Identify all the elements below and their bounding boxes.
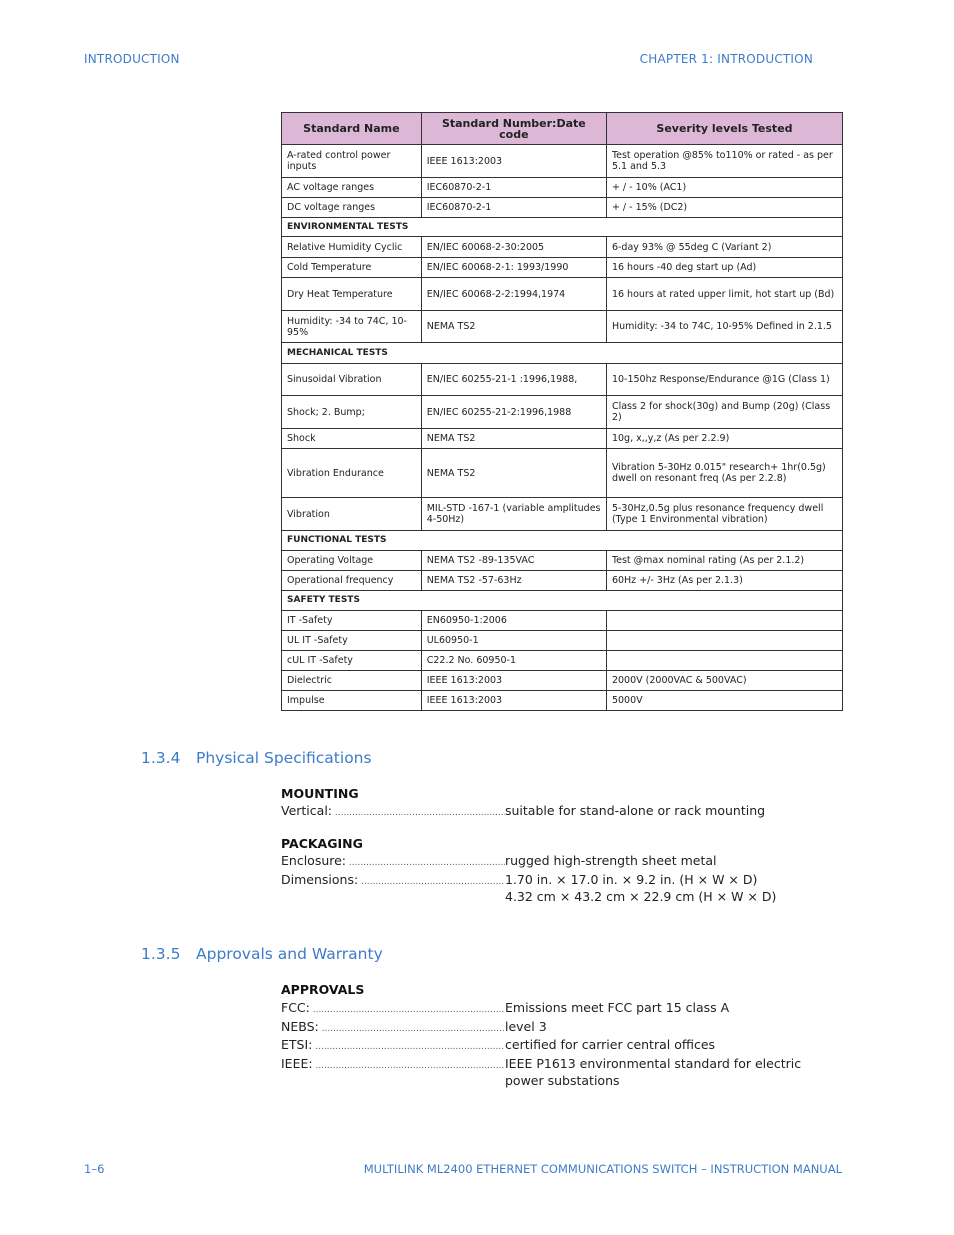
table-row (282, 611, 843, 631)
severity-cell (606, 631, 842, 651)
severity-cell: 5000V (606, 691, 842, 711)
table-row (282, 278, 843, 311)
severity-cell: Test operation @85% to110% or rated - as per 5.1 and 5.3 (606, 145, 842, 178)
standard-name-cell: DC voltage ranges (282, 198, 422, 218)
standard-name-cell: Dielectric (282, 671, 422, 691)
spec-row-ieee (281, 1055, 841, 1089)
running-header-left: INTRODUCTION (84, 52, 180, 66)
standard-name-cell: IT -Safety (282, 611, 422, 631)
severity-cell (606, 651, 842, 671)
severity-cell: Test @max nominal rating (As per 2.1.2) (606, 551, 842, 571)
severity-cell: Humidity: -34 to 74C, 10-95% Defined in 2.1.5 (606, 311, 842, 343)
spec-row-nebs (281, 1018, 841, 1038)
standard-number-cell: NEMA TS2 (421, 311, 606, 343)
table-row (282, 311, 843, 343)
spec-value (505, 871, 835, 905)
page-number: 1–6 (84, 1162, 105, 1176)
standard-name-cell: Dry Heat Temperature (282, 278, 422, 311)
severity-cell: 10-150hz Response/Endurance @1G (Class 1) (606, 364, 842, 396)
table-row (282, 498, 843, 531)
spec-label: IEEE: ..... (281, 1055, 505, 1075)
spec-row-vertical (281, 802, 841, 822)
standard-name-cell: Operational frequency (282, 571, 422, 591)
standard-number-cell: IEEE 1613:2003 (421, 691, 606, 711)
standard-name-cell: Vibration Endurance (282, 449, 422, 498)
spec-label: Enclosure: ..... (281, 852, 505, 872)
severity-cell: + / - 15% (DC2) (606, 198, 842, 218)
standard-number-cell: NEMA TS2 (421, 449, 606, 498)
standard-name-cell: Impulse (282, 691, 422, 711)
severity-cell: 2000V (2000VAC & 500VAC) (606, 671, 842, 691)
severity-cell (606, 611, 842, 631)
severity-cell: Class 2 for shock(30g) and Bump (20g) (Class 2) (606, 396, 842, 429)
table-row (282, 551, 843, 571)
section-title: Physical Specifications (196, 749, 372, 767)
table-row (282, 396, 843, 429)
standard-number-cell: IEC60870-2-1 (421, 198, 606, 218)
spec-value: IEEE P1613 environmental standard for electric power substations (505, 1056, 802, 1088)
severity-cell: 16 hours -40 deg start up (Ad) (606, 258, 842, 278)
group-title-approvals: APPROVALS (281, 982, 365, 997)
table-section-row (282, 531, 843, 551)
spec-value: rugged high-strength sheet metal (505, 853, 717, 868)
column-header: Severity levels Tested (606, 113, 842, 145)
severity-cell: 10g, x,,y,z (As per 2.2.9) (606, 429, 842, 449)
table-row (282, 691, 843, 711)
table-section-row (282, 218, 843, 237)
standard-number-cell: EN60950-1:2006 (421, 611, 606, 631)
section-title: Approvals and Warranty (196, 945, 383, 963)
table-row (282, 364, 843, 396)
severity-cell: 60Hz +/- 3Hz (As per 2.1.3) (606, 571, 842, 591)
standard-number-cell: IEEE 1613:2003 (421, 145, 606, 178)
standard-number-cell: EN/IEC 60255-21-1 :1996,1988, (421, 364, 606, 396)
section-number: 1.3.4 (141, 749, 181, 767)
table-row (282, 571, 843, 591)
column-header: Standard Number:Date code (421, 113, 606, 145)
spec-value: level 3 (505, 1019, 547, 1034)
table-row (282, 178, 843, 198)
standard-name-cell: cUL IT -Safety (282, 651, 422, 671)
table-row (282, 449, 843, 498)
column-header: Standard Name (282, 113, 422, 145)
spec-value: suitable for stand-alone or rack mounting (505, 803, 766, 818)
spec-label: Vertical: ..... (281, 802, 505, 822)
standard-number-cell: EN/IEC 60068-2-2:1994,1974 (421, 278, 606, 311)
group-title-packaging: PACKAGING (281, 836, 363, 851)
table-row (282, 429, 843, 449)
standard-number-cell: EN/IEC 60068-2-30:2005 (421, 237, 606, 258)
spec-row-etsi (281, 1036, 841, 1056)
standard-number-cell: IEC60870-2-1 (421, 178, 606, 198)
spec-row-fcc (281, 999, 841, 1019)
section-heading-approvals (141, 945, 383, 963)
standard-number-cell: MIL-STD -167-1 (variable amplitudes 4-50Hz) (421, 498, 606, 531)
section-heading-physical (141, 749, 372, 767)
standard-name-cell: Humidity: -34 to 74C, 10-95% (282, 311, 422, 343)
table-row (282, 671, 843, 691)
section-number: 1.3.5 (141, 945, 181, 963)
standard-number-cell: NEMA TS2 (421, 429, 606, 449)
section-label-cell: FUNCTIONAL TESTS (282, 531, 843, 551)
table-row (282, 651, 843, 671)
table-row (282, 145, 843, 178)
standard-name-cell: Shock; 2. Bump; (282, 396, 422, 429)
spec-label: NEBS: ..... (281, 1018, 505, 1038)
standard-name-cell: A-rated control power inputs (282, 145, 422, 178)
running-header-right: CHAPTER 1: INTRODUCTION (639, 52, 813, 66)
section-label-cell: SAFETY TESTS (282, 591, 843, 611)
standard-number-cell: EN/IEC 60068-2-1: 1993/1990 (421, 258, 606, 278)
table-row (282, 258, 843, 278)
severity-cell: + / - 10% (AC1) (606, 178, 842, 198)
spec-row-enclosure (281, 852, 841, 872)
standard-name-cell: Cold Temperature (282, 258, 422, 278)
standard-name-cell: Relative Humidity Cyclic (282, 237, 422, 258)
severity-cell: 5-30Hz,0.5g plus resonance frequency dwell (Type 1 Environmental vibration) (606, 498, 842, 531)
standard-name-cell: Operating Voltage (282, 551, 422, 571)
spec-label: ETSI: ..... (281, 1036, 505, 1056)
standard-number-cell: EN/IEC 60255-21-2:1996,1988 (421, 396, 606, 429)
severity-cell: 16 hours at rated upper limit, hot start up (Bd) (606, 278, 842, 311)
standard-name-cell: UL IT -Safety (282, 631, 422, 651)
severity-cell: Vibration 5-30Hz 0.015" research+ 1hr(0.5g) dwell on resonant freq (As per 2.2.8) (606, 449, 842, 498)
standard-number-cell: IEEE 1613:2003 (421, 671, 606, 691)
section-label-cell: ENVIRONMENTAL TESTS (282, 218, 843, 237)
table-header-row (282, 113, 843, 145)
spec-label: Dimensions: ..... (281, 871, 505, 891)
standard-number-cell: C22.2 No. 60950-1 (421, 651, 606, 671)
spec-value: certified for carrier central offices (505, 1037, 716, 1052)
table-row (282, 237, 843, 258)
spec-value: Emissions meet FCC part 15 class A (505, 1000, 730, 1015)
spec-label: FCC: ..... (281, 999, 505, 1019)
standard-name-cell: Vibration (282, 498, 422, 531)
standard-name-cell: AC voltage ranges (282, 178, 422, 198)
table-row (282, 198, 843, 218)
running-footer-title: MULTILINK ML2400 ETHERNET COMMUNICATIONS SWITCH – INSTRUCTION MANUAL (363, 1162, 842, 1176)
dimensions-imperial: 1.70 in. × 17.0 in. × 9.2 in. (H × W × D) (505, 872, 758, 887)
test-standards-table (281, 112, 843, 711)
section-label-cell: MECHANICAL TESTS (282, 343, 843, 364)
table-section-row (282, 343, 843, 364)
spec-row-dimensions (281, 871, 841, 905)
dimensions-metric: 4.32 cm × 43.2 cm × 22.9 cm (H × W × D) (505, 889, 777, 904)
standard-name-cell: Sinusoidal Vibration (282, 364, 422, 396)
standard-number-cell: NEMA TS2 -57-63Hz (421, 571, 606, 591)
table-row (282, 631, 843, 651)
group-title-mounting: MOUNTING (281, 786, 359, 801)
standard-number-cell: NEMA TS2 -89-135VAC (421, 551, 606, 571)
table-section-row (282, 591, 843, 611)
standard-number-cell: UL60950-1 (421, 631, 606, 651)
severity-cell: 6-day 93% @ 55deg C (Variant 2) (606, 237, 842, 258)
standard-name-cell: Shock (282, 429, 422, 449)
